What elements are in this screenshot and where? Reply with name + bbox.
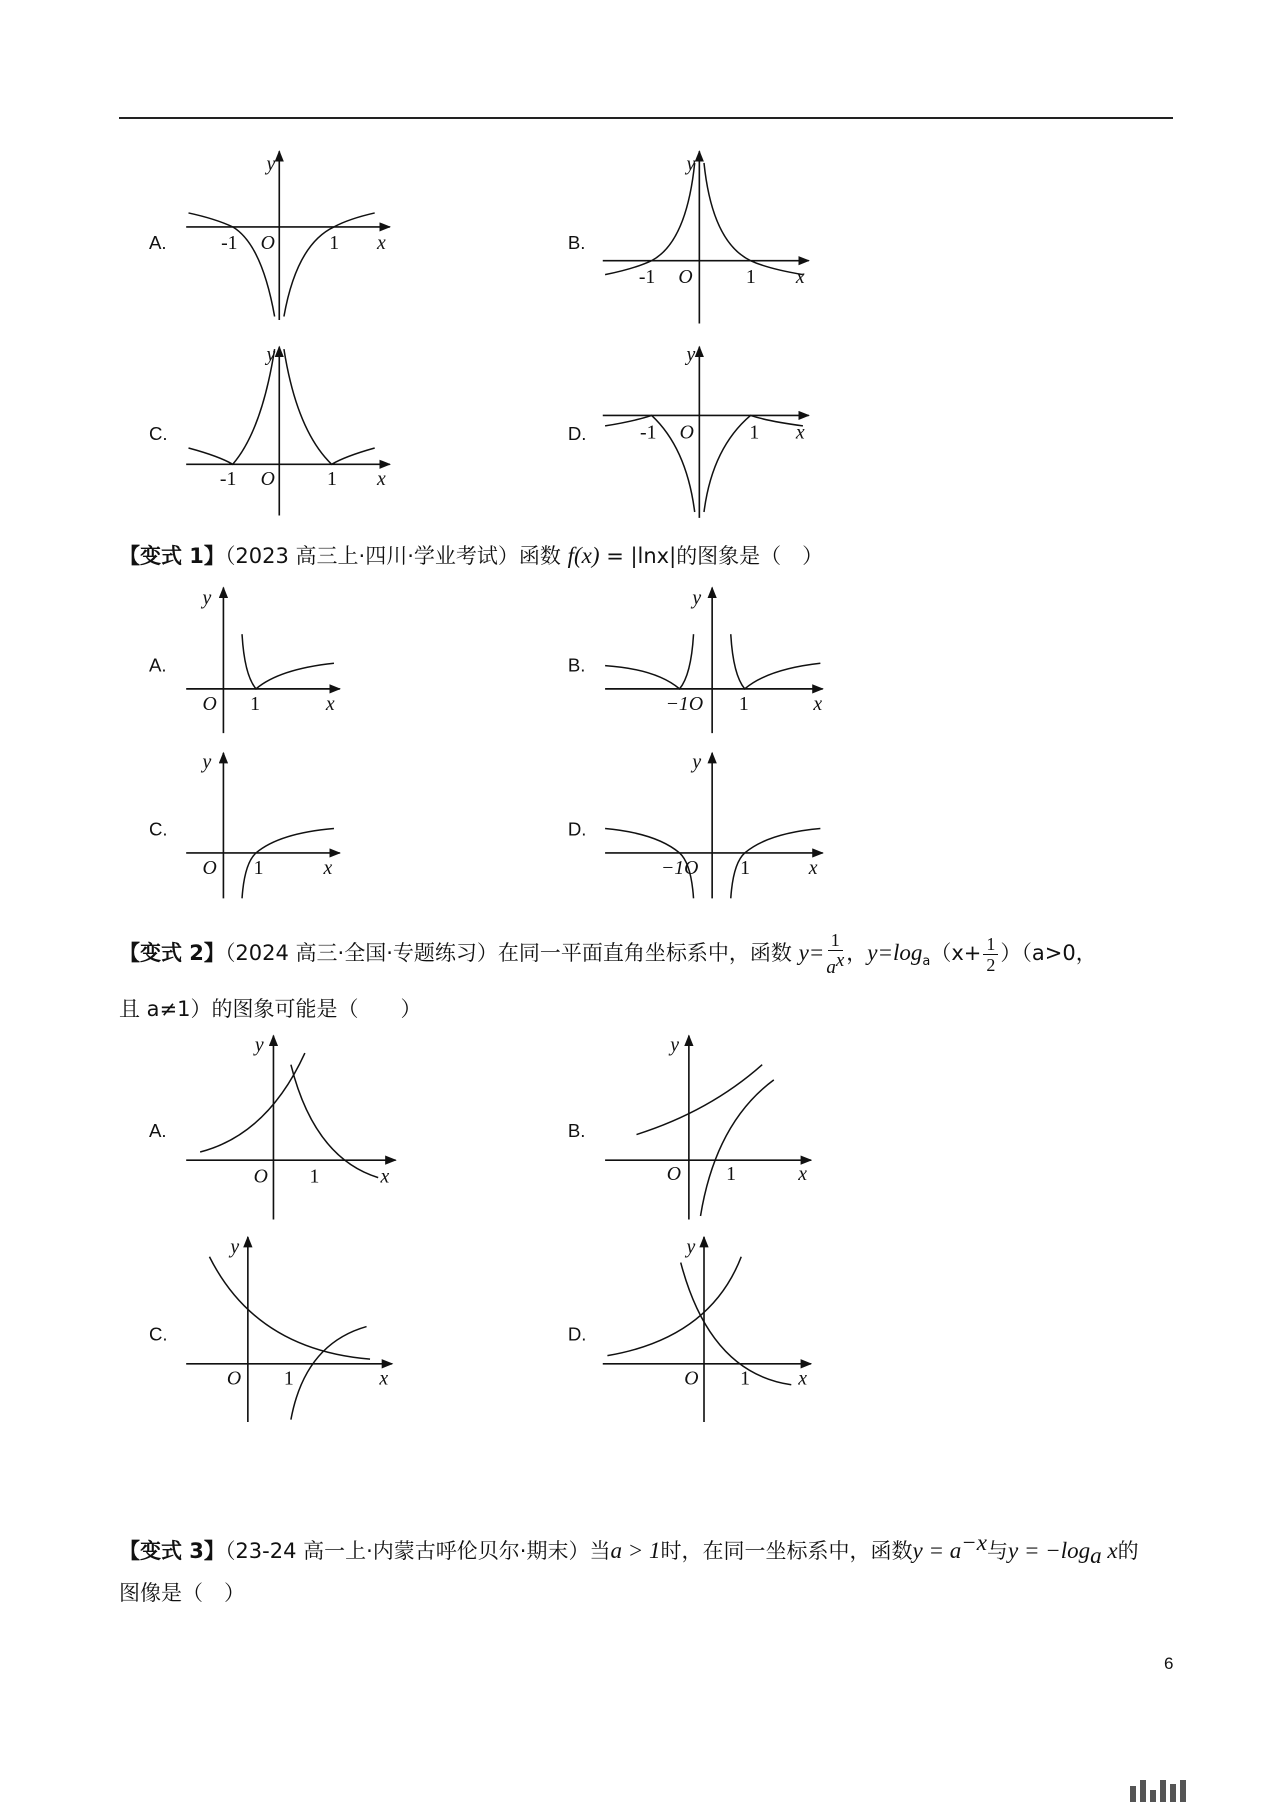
origin-label: O xyxy=(679,421,694,444)
x-label: x xyxy=(808,856,818,879)
func1-exponent: −x xyxy=(961,1530,987,1555)
option-label: A. xyxy=(148,232,167,254)
origin-label: O xyxy=(202,856,217,879)
tick-1: 1 xyxy=(749,421,760,444)
option-label: D. xyxy=(567,1323,587,1345)
y-label: y xyxy=(266,343,276,366)
tick-neg1: -1 xyxy=(221,232,238,255)
func2-arg-close: ） xyxy=(1000,941,1022,965)
origin-label: O xyxy=(260,468,275,491)
option-label: B. xyxy=(567,654,586,676)
y-label: y xyxy=(266,152,276,175)
curve xyxy=(284,213,375,317)
curve xyxy=(704,163,803,275)
tick-1: 1 xyxy=(326,468,337,491)
variant2-question-line2: 且 a≠1）的图象可能是（ ） xyxy=(119,997,422,1021)
x-label: x xyxy=(795,265,805,288)
v1-option-c-graph[interactable] xyxy=(149,751,340,898)
y-label: y xyxy=(686,1236,696,1259)
question-tail: 的 xyxy=(1117,1539,1139,1563)
x-label: x xyxy=(379,1367,389,1390)
origin-label: O xyxy=(678,265,693,288)
option-label: D. xyxy=(567,818,587,840)
origin-label: O xyxy=(260,232,275,255)
q0-option-c-graph[interactable] xyxy=(149,344,390,516)
tick-1: 1 xyxy=(309,1165,320,1188)
v1-option-a-graph[interactable] xyxy=(149,587,340,733)
v2-option-c-graph[interactable] xyxy=(149,1236,392,1422)
x-label: x xyxy=(798,1162,808,1185)
y-label: y xyxy=(692,751,702,774)
tick-1: 1 xyxy=(738,692,749,715)
variant-tag: 【变式 1】 xyxy=(119,544,225,568)
tick-neg1: -1 xyxy=(638,265,656,288)
option-label: B. xyxy=(567,1119,586,1141)
origin-label: O xyxy=(202,692,217,715)
func1-fraction xyxy=(826,930,844,978)
log-base: a xyxy=(922,954,931,970)
condition: a > 1 xyxy=(610,1538,661,1563)
denominator: 2 xyxy=(986,954,996,975)
origin-label: O xyxy=(253,1165,268,1188)
origin-label: O xyxy=(684,1367,699,1390)
exponent: x xyxy=(835,950,845,971)
variant-tag: 【变式 3】 xyxy=(119,1539,225,1563)
func2-arg: x xyxy=(1101,1538,1118,1563)
option-label: D. xyxy=(567,422,587,444)
func2: y = −log xyxy=(1007,1538,1091,1563)
curve xyxy=(605,163,695,275)
y-label: y xyxy=(686,152,696,175)
question-tail: 的图象是（ ） xyxy=(676,544,824,568)
separator: ， xyxy=(846,941,868,965)
variant1-question xyxy=(119,540,823,570)
tick-1: 1 xyxy=(745,265,756,288)
q0-option-b-graph[interactable] xyxy=(568,151,809,323)
watermark-bars-icon xyxy=(1130,1780,1186,1802)
option-label: C. xyxy=(148,818,168,840)
curve xyxy=(189,213,275,317)
curve xyxy=(607,1257,741,1356)
curve xyxy=(284,349,375,464)
condition: （a>0， xyxy=(1021,941,1097,965)
page-number: 6 xyxy=(1164,1654,1174,1673)
y-label: y xyxy=(686,343,696,366)
func2-lhs: y=log xyxy=(867,940,923,965)
curve xyxy=(637,1065,763,1135)
question-source: （23-24 高一上·内蒙古呼伦贝尔·期末）当 xyxy=(224,1539,611,1563)
v1-option-d-graph[interactable] xyxy=(568,751,823,898)
numerator: 1 xyxy=(828,930,843,951)
func1: y = a xyxy=(912,1538,962,1563)
numerator: 1 xyxy=(983,934,998,955)
option-label: C. xyxy=(148,1323,168,1345)
question-mid: 时，在同一坐标系中，函数 xyxy=(660,1539,913,1563)
tick-1: 1 xyxy=(740,856,750,879)
option-label: B. xyxy=(567,232,586,254)
option-label: C. xyxy=(148,422,168,444)
option-label: A. xyxy=(148,1119,167,1141)
tick-neg1: -1 xyxy=(640,421,657,444)
y-label: y xyxy=(254,1033,264,1056)
log-base: a xyxy=(1090,1543,1102,1569)
v2-option-d-graph[interactable] xyxy=(568,1236,811,1422)
variant2-question-line1 xyxy=(119,930,1097,978)
curve xyxy=(701,1080,774,1216)
func1-lhs: y= xyxy=(798,940,825,965)
v2-option-b-graph[interactable] xyxy=(568,1034,811,1220)
conjunction: 与 xyxy=(986,1539,1008,1563)
question-source: （2023 高三上·四川·学业考试）函数 xyxy=(224,544,561,568)
tick-1: 1 xyxy=(329,232,340,255)
func-name: f xyxy=(567,543,574,568)
curve xyxy=(605,634,693,689)
variant3-question-line2: 图像是（ ） xyxy=(119,1581,245,1605)
tick-1: 1 xyxy=(253,856,264,879)
x-label: x xyxy=(380,1165,390,1188)
origin-label: O xyxy=(226,1367,242,1390)
x-label: x xyxy=(813,692,823,715)
v1-option-b-graph[interactable] xyxy=(568,587,823,733)
y-label: y xyxy=(202,586,212,609)
v2-option-a-graph[interactable] xyxy=(149,1034,396,1220)
curve xyxy=(242,634,334,689)
option-label: A. xyxy=(148,654,167,676)
tick-neg1: -1 xyxy=(219,468,237,491)
curve xyxy=(291,1327,367,1420)
y-label: y xyxy=(692,586,702,609)
x-label: x xyxy=(323,856,333,879)
origin-label: −1O xyxy=(660,856,699,879)
curve xyxy=(200,1053,305,1152)
func-body: = |lnx| xyxy=(599,544,677,568)
variant3-question-line1 xyxy=(119,1530,1139,1569)
y-label: y xyxy=(670,1033,680,1056)
tick-1: 1 xyxy=(740,1367,750,1390)
origin-label: −1O xyxy=(665,692,704,715)
func2-arg-open: （x+ xyxy=(930,941,982,965)
tick-1: 1 xyxy=(283,1367,294,1390)
tick-1: 1 xyxy=(250,692,261,715)
tick-1: 1 xyxy=(726,1162,737,1185)
x-label: x xyxy=(795,421,805,444)
func2-fraction xyxy=(983,934,998,975)
curve xyxy=(209,1257,370,1359)
func-arg: (x) xyxy=(573,543,600,568)
curve xyxy=(681,1263,792,1385)
denominator: a xyxy=(826,957,836,978)
question-source: （2024 高三·全国·专题练习）在同一平面直角坐标系中，函数 xyxy=(224,941,792,965)
variant-tag: 【变式 2】 xyxy=(119,941,225,965)
y-label: y xyxy=(230,1236,240,1259)
x-label: x xyxy=(798,1367,808,1390)
curve xyxy=(189,349,275,464)
x-label: x xyxy=(377,232,386,255)
q0-option-d-graph[interactable] xyxy=(568,344,809,518)
x-label: x xyxy=(325,692,335,715)
origin-label: O xyxy=(666,1162,682,1185)
q0-option-a-graph[interactable] xyxy=(149,151,390,320)
curve xyxy=(731,634,821,689)
x-label: x xyxy=(377,468,386,491)
y-label: y xyxy=(202,751,212,774)
